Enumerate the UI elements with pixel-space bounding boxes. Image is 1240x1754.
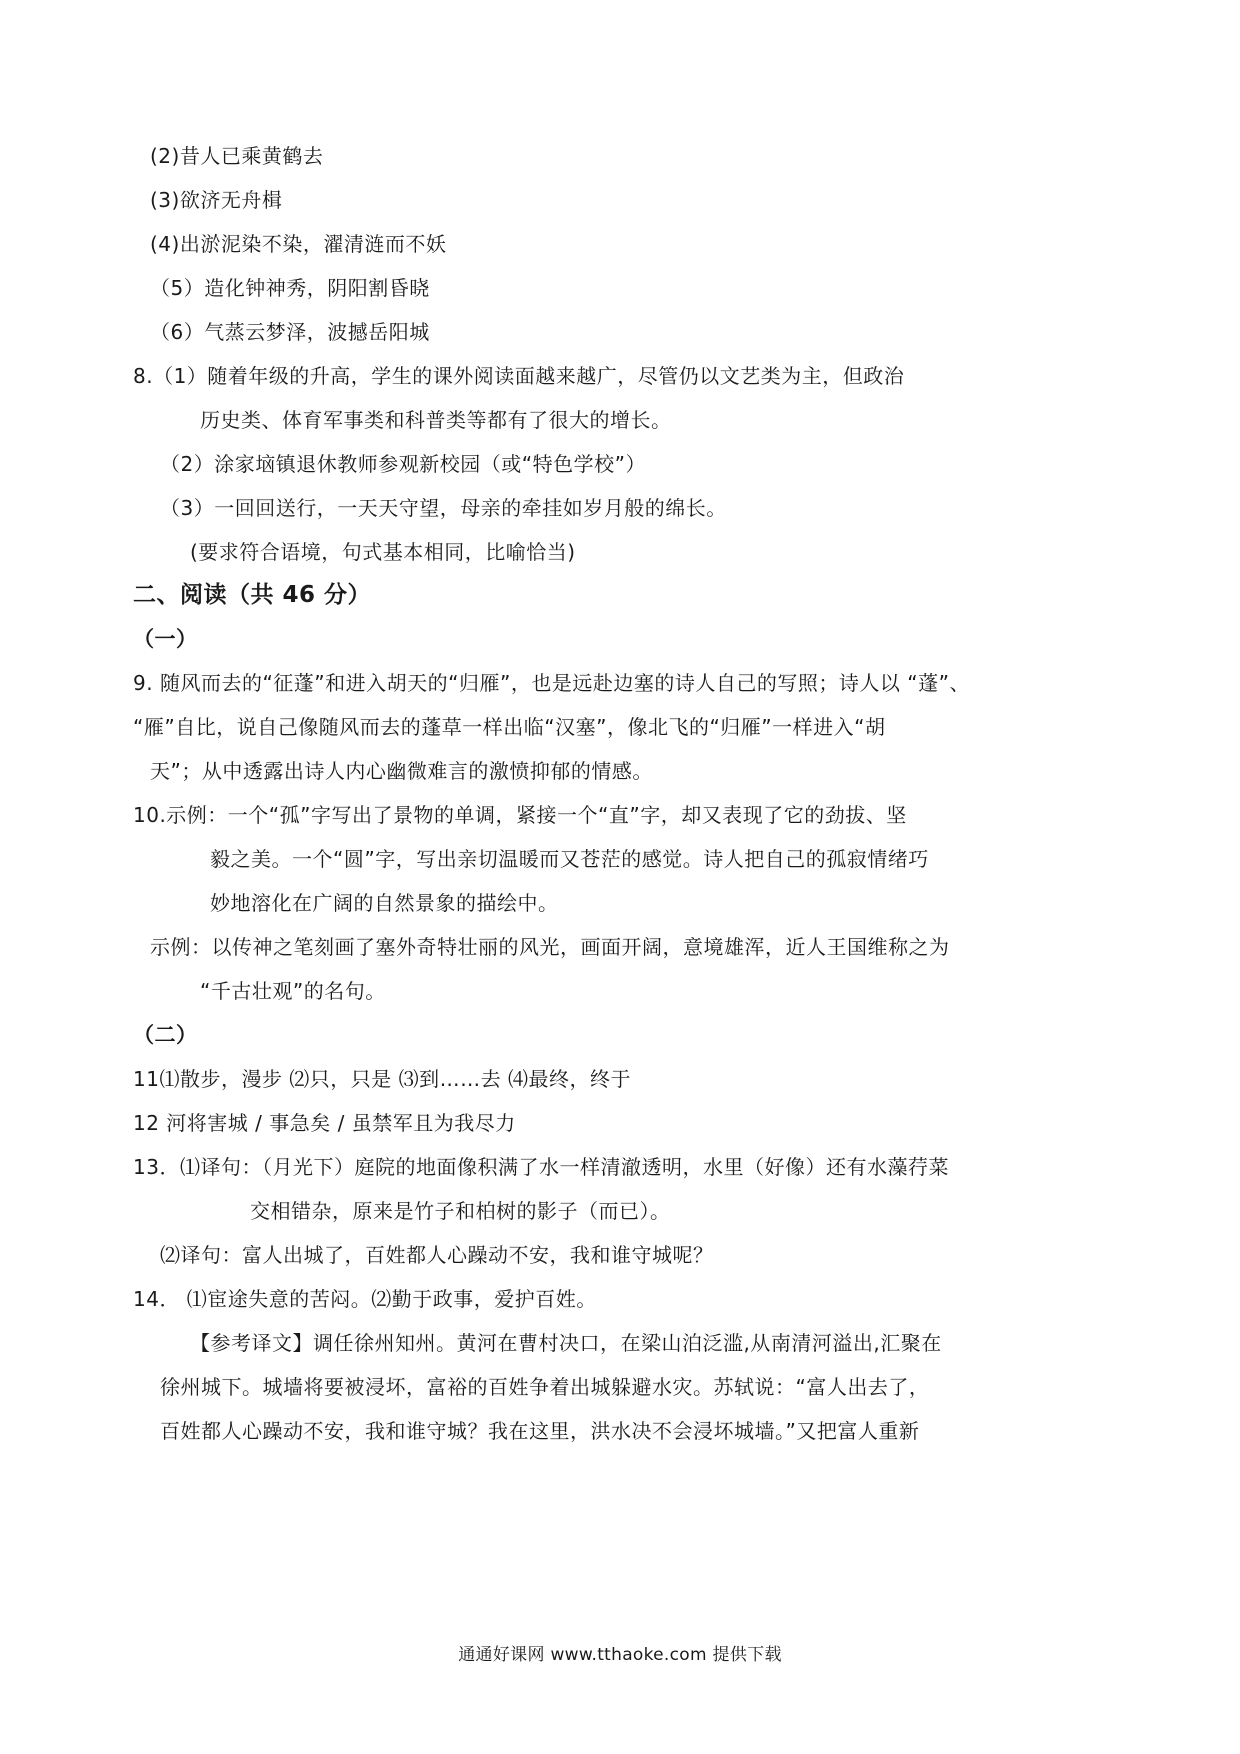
answer-line: “千古壮观”的名句。: [200, 979, 386, 1003]
answer-line: 12 河将害城 / 事急矣 / 虽禁军且为我尽力: [133, 1111, 516, 1135]
answer-line: 【参考译文】调任徐州知州。黄河在曹村决口，在梁山泊泛滥,从南清河溢出,汇聚在: [190, 1331, 942, 1355]
answer-line: 妙地溶化在广阔的自然景象的描绘中。: [210, 891, 559, 915]
answer-line: ⑵译句：富人出城了，百姓都人心躁动不安，我和谁守城呢？: [160, 1243, 714, 1267]
answer-line: 8.（1）随着年级的升高，学生的课外阅读面越来越广，尽管仍以文艺类为主，但政治: [133, 364, 905, 388]
answer-line: 天”；从中透露出诗人内心幽微难言的激愤抑郁的情感。: [150, 759, 653, 783]
answer-line: 9. 随风而去的“征蓬”和进入胡天的“归雁”，也是远赴边塞的诗人自己的写照；诗人以 “蓬”、: [133, 671, 970, 695]
answer-line: （3）一回回送行，一天天守望，母亲的牵挂如岁月般的绵长。: [160, 496, 727, 520]
answer-line: （5）造化钟神秀，阴阳割昏晓: [150, 276, 430, 300]
answer-line: （6）气蒸云梦泽，波撼岳阳城: [150, 320, 430, 344]
answer-line: 历史类、体育军事类和科普类等都有了很大的增长。: [200, 408, 672, 432]
answer-line: 10.示例：一个“孤”字写出了景物的单调，紧接一个“直”字，却又表现了它的劲拔、坚: [133, 803, 907, 827]
section-heading: 二、阅读（共 46 分）: [133, 582, 372, 608]
answer-line: “雁”自比，说自己像随风而去的蓬草一样出临“汉塞”，像北飞的“归雁”一样进入“胡: [133, 715, 886, 739]
answer-line: (2)昔人已乘黄鹤去: [150, 144, 324, 168]
answer-line: 百姓都人心躁动不安，我和谁守城？我在这里，洪水决不会浸坏城墙。”又把富人重新: [160, 1419, 920, 1443]
answer-line: (3)欲济无舟楫: [150, 188, 283, 212]
answer-line: (要求符合语境，句式基本相同，比喻恰当): [190, 540, 576, 564]
answer-line: 毅之美。一个“圆”字，写出亲切温暖而又苍茫的感觉。诗人把自己的孤寂情绪巧: [210, 847, 929, 871]
answer-line: 交相错杂，原来是竹子和柏树的影子（而已）。: [250, 1199, 671, 1223]
answer-line: （2）涂家垴镇退休教师参观新校园（或“特色学校”）: [160, 452, 646, 476]
subsection-heading: （二）: [133, 1023, 198, 1047]
answer-line: 13．⑴译句：（月光下）庭院的地面像积满了水一样清澈透明，水里（好像）还有水藻荇菜: [133, 1155, 949, 1179]
page-footer: 通通好课网 www.tthaoke.com 提供下载: [458, 1645, 782, 1665]
answer-line: 11⑴散步，漫步 ⑵只，只是 ⑶到……去 ⑷最终，终于: [133, 1067, 632, 1091]
answer-line: 徐州城下。城墙将要被浸坏，富裕的百姓争着出城躲避水灾。苏轼说：“富人出去了，: [160, 1375, 930, 1399]
subsection-heading: （一）: [133, 627, 198, 651]
answer-line: 示例：以传神之笔刻画了塞外奇特壮丽的风光，画面开阔，意境雄浑，近人王国维称之为: [150, 935, 950, 959]
answer-line: 14． ⑴宦途失意的苦闷。⑵勤于政事，爱护百姓。: [133, 1287, 597, 1311]
answer-line: (4)出淤泥染不染，濯清涟而不妖: [150, 232, 447, 256]
